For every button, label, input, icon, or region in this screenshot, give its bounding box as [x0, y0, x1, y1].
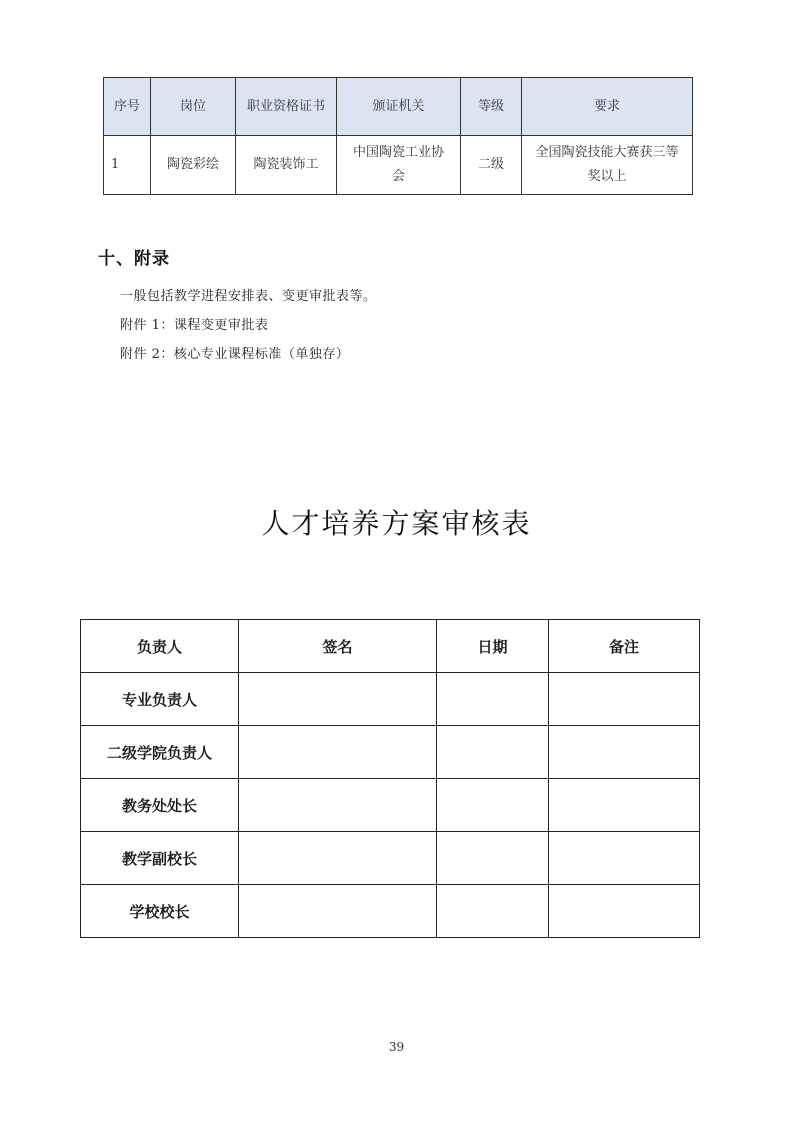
table-row: [81, 673, 700, 726]
column-header-signature: 签名: [239, 620, 437, 673]
role-label: 二级学院负责人: [81, 726, 239, 779]
cell-authority-line2: 会: [391, 169, 405, 184]
remarks-cell[interactable]: [549, 673, 700, 726]
page-number: 39: [388, 1040, 405, 1054]
date-cell[interactable]: [437, 779, 549, 832]
column-header-index: 序号: [104, 78, 151, 136]
table-row: [81, 885, 700, 938]
column-header-requirement: 要求: [522, 78, 693, 136]
certificate-table: [103, 77, 693, 195]
cell-requirement: [522, 136, 693, 195]
date-cell[interactable]: [437, 885, 549, 938]
column-header-authority: 颁证机关: [337, 78, 461, 136]
appendix-attachment-1: 附件 1：课程变更审批表: [120, 318, 269, 333]
table-row: [81, 726, 700, 779]
approval-header-row: [81, 620, 700, 673]
signature-cell[interactable]: [239, 779, 437, 832]
table-row: [104, 136, 693, 195]
column-header-post: 岗位: [151, 78, 236, 136]
date-cell[interactable]: [437, 832, 549, 885]
approval-table: [80, 619, 700, 938]
role-label: 教务处处长: [81, 779, 239, 832]
column-header-date: 日期: [437, 620, 549, 673]
date-cell[interactable]: [437, 673, 549, 726]
signature-cell[interactable]: [239, 726, 437, 779]
remarks-cell[interactable]: [549, 726, 700, 779]
cell-requirement-line2: 奖以上: [587, 169, 627, 184]
appendix-heading: 十、附录: [98, 249, 170, 269]
column-header-responsible: 负责人: [81, 620, 239, 673]
cell-level: 二级: [461, 136, 522, 195]
cell-post: 陶瓷彩绘: [151, 136, 236, 195]
cell-requirement-line1: 全国陶瓷技能大赛获三等: [535, 145, 679, 160]
date-cell[interactable]: [437, 726, 549, 779]
role-label: 学校校长: [81, 885, 239, 938]
column-header-level: 等级: [461, 78, 522, 136]
role-label: 教学副校长: [81, 832, 239, 885]
table-header-row: [104, 78, 693, 136]
column-header-certificate: 职业资格证书: [236, 78, 337, 136]
signature-cell[interactable]: [239, 673, 437, 726]
table-row: [81, 832, 700, 885]
remarks-cell[interactable]: [549, 832, 700, 885]
signature-cell[interactable]: [239, 832, 437, 885]
role-label: 专业负责人: [81, 673, 239, 726]
appendix-attachment-2: 附件 2：核心专业课程标准（单独存）: [120, 347, 350, 362]
form-title: 人才培养方案审核表: [261, 507, 532, 540]
column-header-remarks: 备注: [549, 620, 700, 673]
table-row: [81, 779, 700, 832]
appendix-intro: 一般包括教学进程安排表、变更审批表等。: [120, 289, 377, 304]
remarks-cell[interactable]: [549, 779, 700, 832]
cell-authority-line1: 中国陶瓷工业协: [352, 145, 444, 160]
signature-cell[interactable]: [239, 885, 437, 938]
remarks-cell[interactable]: [549, 885, 700, 938]
cell-authority: [337, 136, 461, 195]
cell-index: 1: [104, 136, 151, 195]
cell-certificate: 陶瓷装饰工: [236, 136, 337, 195]
